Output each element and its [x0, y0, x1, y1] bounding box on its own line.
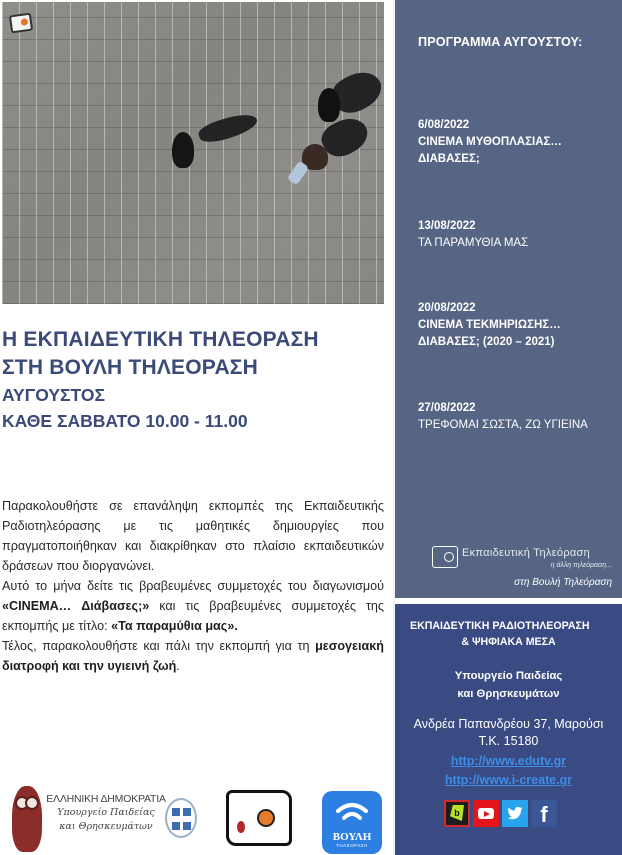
contest-name: «CINEMA… Διάβασες;» — [2, 599, 150, 613]
gov-title: ΕΛΛΗΝΙΚΗ ΔΗΜΟΚΡΑΤΙΑ — [46, 793, 166, 805]
description-paragraph-1: Παρακολουθήστε σε επανάληψη εκπομπές της Εκπαιδευτικής Ραδιοτηλεόρασης με τις μαθητικές δημιουργίες που πραγματοποιήθηκαν και διακρίθηκαν στο πλαίσιο εκπαιδευτικών δράσεων που διοργανώνει. — [2, 499, 384, 573]
edutv-link[interactable]: http://www.edutv.gr — [450, 754, 567, 768]
programme-item — [418, 300, 618, 351]
programme-panel — [395, 0, 622, 598]
b-icon[interactable] — [444, 800, 470, 827]
poster-heading — [2, 326, 392, 434]
org-line-1: ΕΚΠΑΙΔΕΥΤΙΚΗ ΡΑΔΙΟΤΗΛΕΟΡΑΣΗ — [410, 620, 590, 632]
programme-date: 27/08/2022 — [418, 402, 476, 414]
description-paragraph-2 — [2, 576, 384, 636]
ministry-logo-text — [46, 792, 166, 834]
description — [2, 496, 384, 676]
postcode: Τ.Κ. 15180 — [478, 734, 539, 748]
vouli-name: ΒΟΥΛΗ — [332, 831, 372, 843]
programme-title: ΤΑ ΠΑΡΑΜΥΘΙΑ ΜΑΣ — [418, 237, 529, 249]
topic-highlight: μεσογειακή διατροφή και την υγιεινή ζωή — [2, 639, 384, 673]
vouli-tv-logo — [322, 791, 382, 854]
programme-date: 13/08/2022 — [418, 220, 476, 232]
contact-panel — [395, 604, 622, 855]
lips-shape — [237, 821, 245, 833]
edutv-corner-logo-icon — [9, 13, 33, 34]
title-line-2: ΣΤΗ ΒΟΥΛΗ ΤΗΛΕΟΡΑΣΗ — [2, 356, 258, 379]
person-shadow — [196, 109, 259, 147]
text-span: και τις βραβευμένες συμμετοχές της εκπομπής με τίτλο: — [2, 599, 384, 633]
person-legs — [287, 161, 309, 186]
gov-ministry-line-2: και Θρησκευμάτων — [59, 821, 153, 832]
twitter-icon[interactable] — [502, 800, 528, 827]
footer-logos — [0, 780, 395, 855]
programme-title: CINEMA ΜΥΘΟΠΛΑΣΙΑΣ… ΔΙΑΒΑΣΕΣ; — [418, 136, 562, 165]
ministry-line-2: και Θρησκευμάτων — [457, 688, 560, 700]
edutv-logo-icon — [226, 790, 292, 846]
signature-brand: Εκπαιδευτική Τηλεόραση — [462, 547, 591, 559]
owl-logo-icon — [12, 786, 42, 852]
programme-item — [418, 117, 618, 168]
website-links — [395, 752, 622, 790]
tv-outline-icon — [432, 546, 458, 568]
signature-tagline: η άλλη τηλεόραση... — [550, 562, 612, 569]
wifi-icon — [336, 801, 368, 827]
gov-ministry-line-1: Υπουργείο Παιδείας — [57, 807, 155, 818]
text-span: Τέλος, παρακολουθήστε και πάλι την εκπομπή για τη — [2, 639, 316, 653]
person — [172, 132, 194, 168]
facebook-icon[interactable]: f — [531, 800, 557, 827]
social-icons — [444, 800, 557, 827]
youtube-icon[interactable] — [473, 800, 499, 827]
ministry-name — [395, 667, 622, 703]
sun-shape — [257, 809, 275, 827]
hero-photo — [2, 2, 384, 304]
description-paragraph-3 — [2, 636, 384, 676]
show-name: «Τα παραμύθια μας». — [111, 619, 238, 633]
vouli-sub: ΤΗΛΕΟΡΑΣΗ — [336, 843, 368, 848]
programme-title: CINEMA ΤΕΚΜΗΡΙΩΣΗΣ… ΔΙΑΒΑΣΕΣ; (2020 – 2021) — [418, 319, 561, 348]
text-span: . — [176, 659, 180, 673]
programme-title: ΤΡΕΦΟΜΑΙ ΣΩΣΤΑ, ΖΩ ΥΓΙΕΙΝΑ — [418, 419, 588, 431]
programme-item — [418, 400, 618, 434]
address — [395, 716, 622, 750]
street-address: Ανδρέα Παπανδρέου 37, Μαρούσι — [413, 717, 604, 731]
airtime-label: ΚΑΘΕ ΣΑΒΒΑΤΟ 10.00 - 11.00 — [2, 411, 248, 431]
programme-item — [418, 218, 618, 252]
person — [318, 88, 340, 122]
org-line-2: & ΨΗΦΙΑΚΑ ΜΕΣΑ — [461, 636, 556, 648]
edutv-signature — [432, 546, 612, 596]
month-label: ΑΥΓΟΥΣΤΟΣ — [2, 385, 106, 405]
programme-heading: ΠΡΟΓΡΑΜΜΑ ΑΥΓΟΥΣΤΟΥ: — [418, 35, 583, 49]
ministry-line-1: Υπουργείο Παιδείας — [454, 670, 563, 682]
organization-name — [395, 618, 622, 650]
bird-glyph — [506, 804, 524, 822]
programme-date: 6/08/2022 — [418, 119, 470, 131]
title-line-1: Η ΕΚΠΑΙΔΕΥΤΙΚΗ ΤΗΛΕΟΡΑΣΗ — [2, 328, 319, 351]
programme-date: 20/08/2022 — [418, 302, 476, 314]
icreate-link[interactable]: http://www.i-create.gr — [444, 773, 573, 787]
signature-channel: στη Βουλή Τηλεόραση — [514, 577, 612, 588]
text-span: Αυτό το μήνα δείτε τις βραβευμένες συμμετοχές του διαγωνισμού — [2, 579, 384, 593]
greek-crest-icon — [165, 798, 197, 838]
